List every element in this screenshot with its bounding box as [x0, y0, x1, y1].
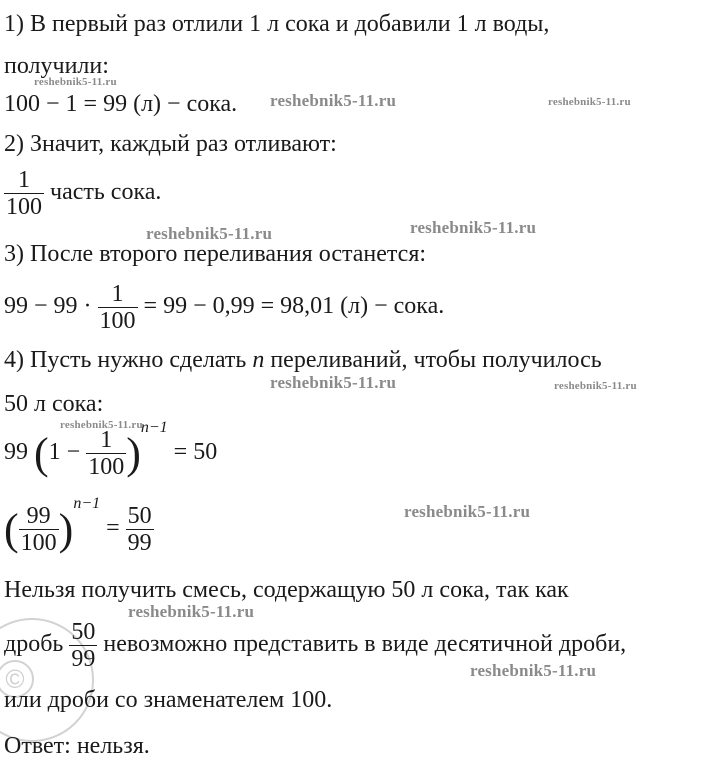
- eq2-open-paren: (: [4, 504, 19, 554]
- fraction-denominator: 100: [6, 194, 42, 220]
- fraction-numerator: 1: [111, 281, 124, 307]
- fraction-numerator: 99: [26, 503, 51, 529]
- fraction-numerator: 1: [100, 427, 113, 453]
- step4-line1: [4, 348, 602, 372]
- step4-line1-b: переливаний, чтобы получилось: [270, 347, 602, 373]
- step4-line1-a: 4) Пусть нужно сделать: [4, 347, 247, 373]
- step1-line1: 1) В первый раз отлили 1 л сока и добавили 1 л воды,: [4, 11, 550, 37]
- eq1-close-paren: ): [126, 428, 141, 478]
- step3-expr-right: = 99 − 0,99 = 98,01 (л) − сока.: [143, 293, 445, 320]
- conclusion-fraction: [69, 620, 97, 671]
- fraction-denominator: 99: [71, 646, 96, 672]
- watermark: reshebnik5-11.ru: [270, 373, 397, 392]
- step2-text: часть сока.: [50, 179, 162, 206]
- fraction-numerator: 50: [71, 619, 96, 645]
- copyright-icon: ©: [0, 660, 34, 698]
- eq2-right-fraction: [126, 504, 154, 555]
- step2-line1: 2) Значит, каждый раз отливают:: [4, 131, 337, 157]
- eq1-exponent: n−1: [140, 419, 168, 436]
- watermark: reshebnik5-11.ru: [410, 218, 537, 237]
- watermark: reshebnik5-11.ru: [470, 661, 597, 680]
- step4-variable-n: n: [252, 347, 265, 373]
- fraction-denominator: 99: [127, 530, 152, 556]
- eq1-right: = 50: [173, 439, 218, 466]
- answer: Ответ: нельзя.: [4, 733, 150, 759]
- eq2-fraction: [19, 504, 59, 555]
- eq2-exponent: n−1: [73, 495, 101, 512]
- step1-line3: 100 − 1 = 99 (л) − сока.: [4, 91, 238, 117]
- conclusion-line1: Нельзя получить смесь, содержащую 50 л сока, так как: [4, 577, 569, 603]
- eq1-one: 1 −: [48, 439, 81, 466]
- conclusion-line2-a: дробь: [4, 631, 64, 658]
- fraction-denominator: 100: [88, 454, 125, 480]
- fraction-numerator: 50: [127, 503, 152, 529]
- eq1-open-paren: (: [34, 428, 49, 478]
- watermark: reshebnik5-11.ru: [548, 96, 631, 108]
- step3-expression: [4, 282, 444, 333]
- watermark: reshebnik5-11.ru: [554, 380, 637, 392]
- watermark: reshebnik5-11.ru: [146, 224, 273, 243]
- step4-line2: 50 л сока:: [4, 391, 104, 417]
- conclusion-line3: или дроби со знаменателем 100.: [4, 687, 333, 713]
- step3-expr-left: 99 − 99 ·: [4, 293, 92, 320]
- watermark: reshebnik5-11.ru: [34, 76, 117, 88]
- watermark: reshebnik5-11.ru: [270, 91, 397, 110]
- fraction-numerator: 1: [18, 167, 30, 193]
- fraction-denominator: 100: [20, 530, 57, 556]
- fraction-denominator: 100: [99, 308, 136, 334]
- watermark: reshebnik5-11.ru: [60, 419, 143, 431]
- conclusion-line2-b: невозможно представить в виде десятичной дроби,: [103, 631, 627, 658]
- eq2-equals: =: [106, 515, 120, 542]
- step1-line2: получили:: [4, 53, 109, 79]
- watermark: reshebnik5-11.ru: [404, 502, 531, 521]
- step3-line1: 3) После второго переливания останется:: [4, 241, 427, 267]
- step3-fraction: [98, 282, 138, 333]
- step2-fraction: [4, 168, 44, 219]
- step2-fraction-line: [4, 168, 161, 219]
- eq1-fraction: [86, 428, 126, 479]
- eq2-close-paren: ): [58, 504, 74, 554]
- eq1-left: 99: [4, 439, 28, 466]
- watermark: reshebnik5-11.ru: [128, 602, 255, 621]
- equation-2: [4, 495, 154, 556]
